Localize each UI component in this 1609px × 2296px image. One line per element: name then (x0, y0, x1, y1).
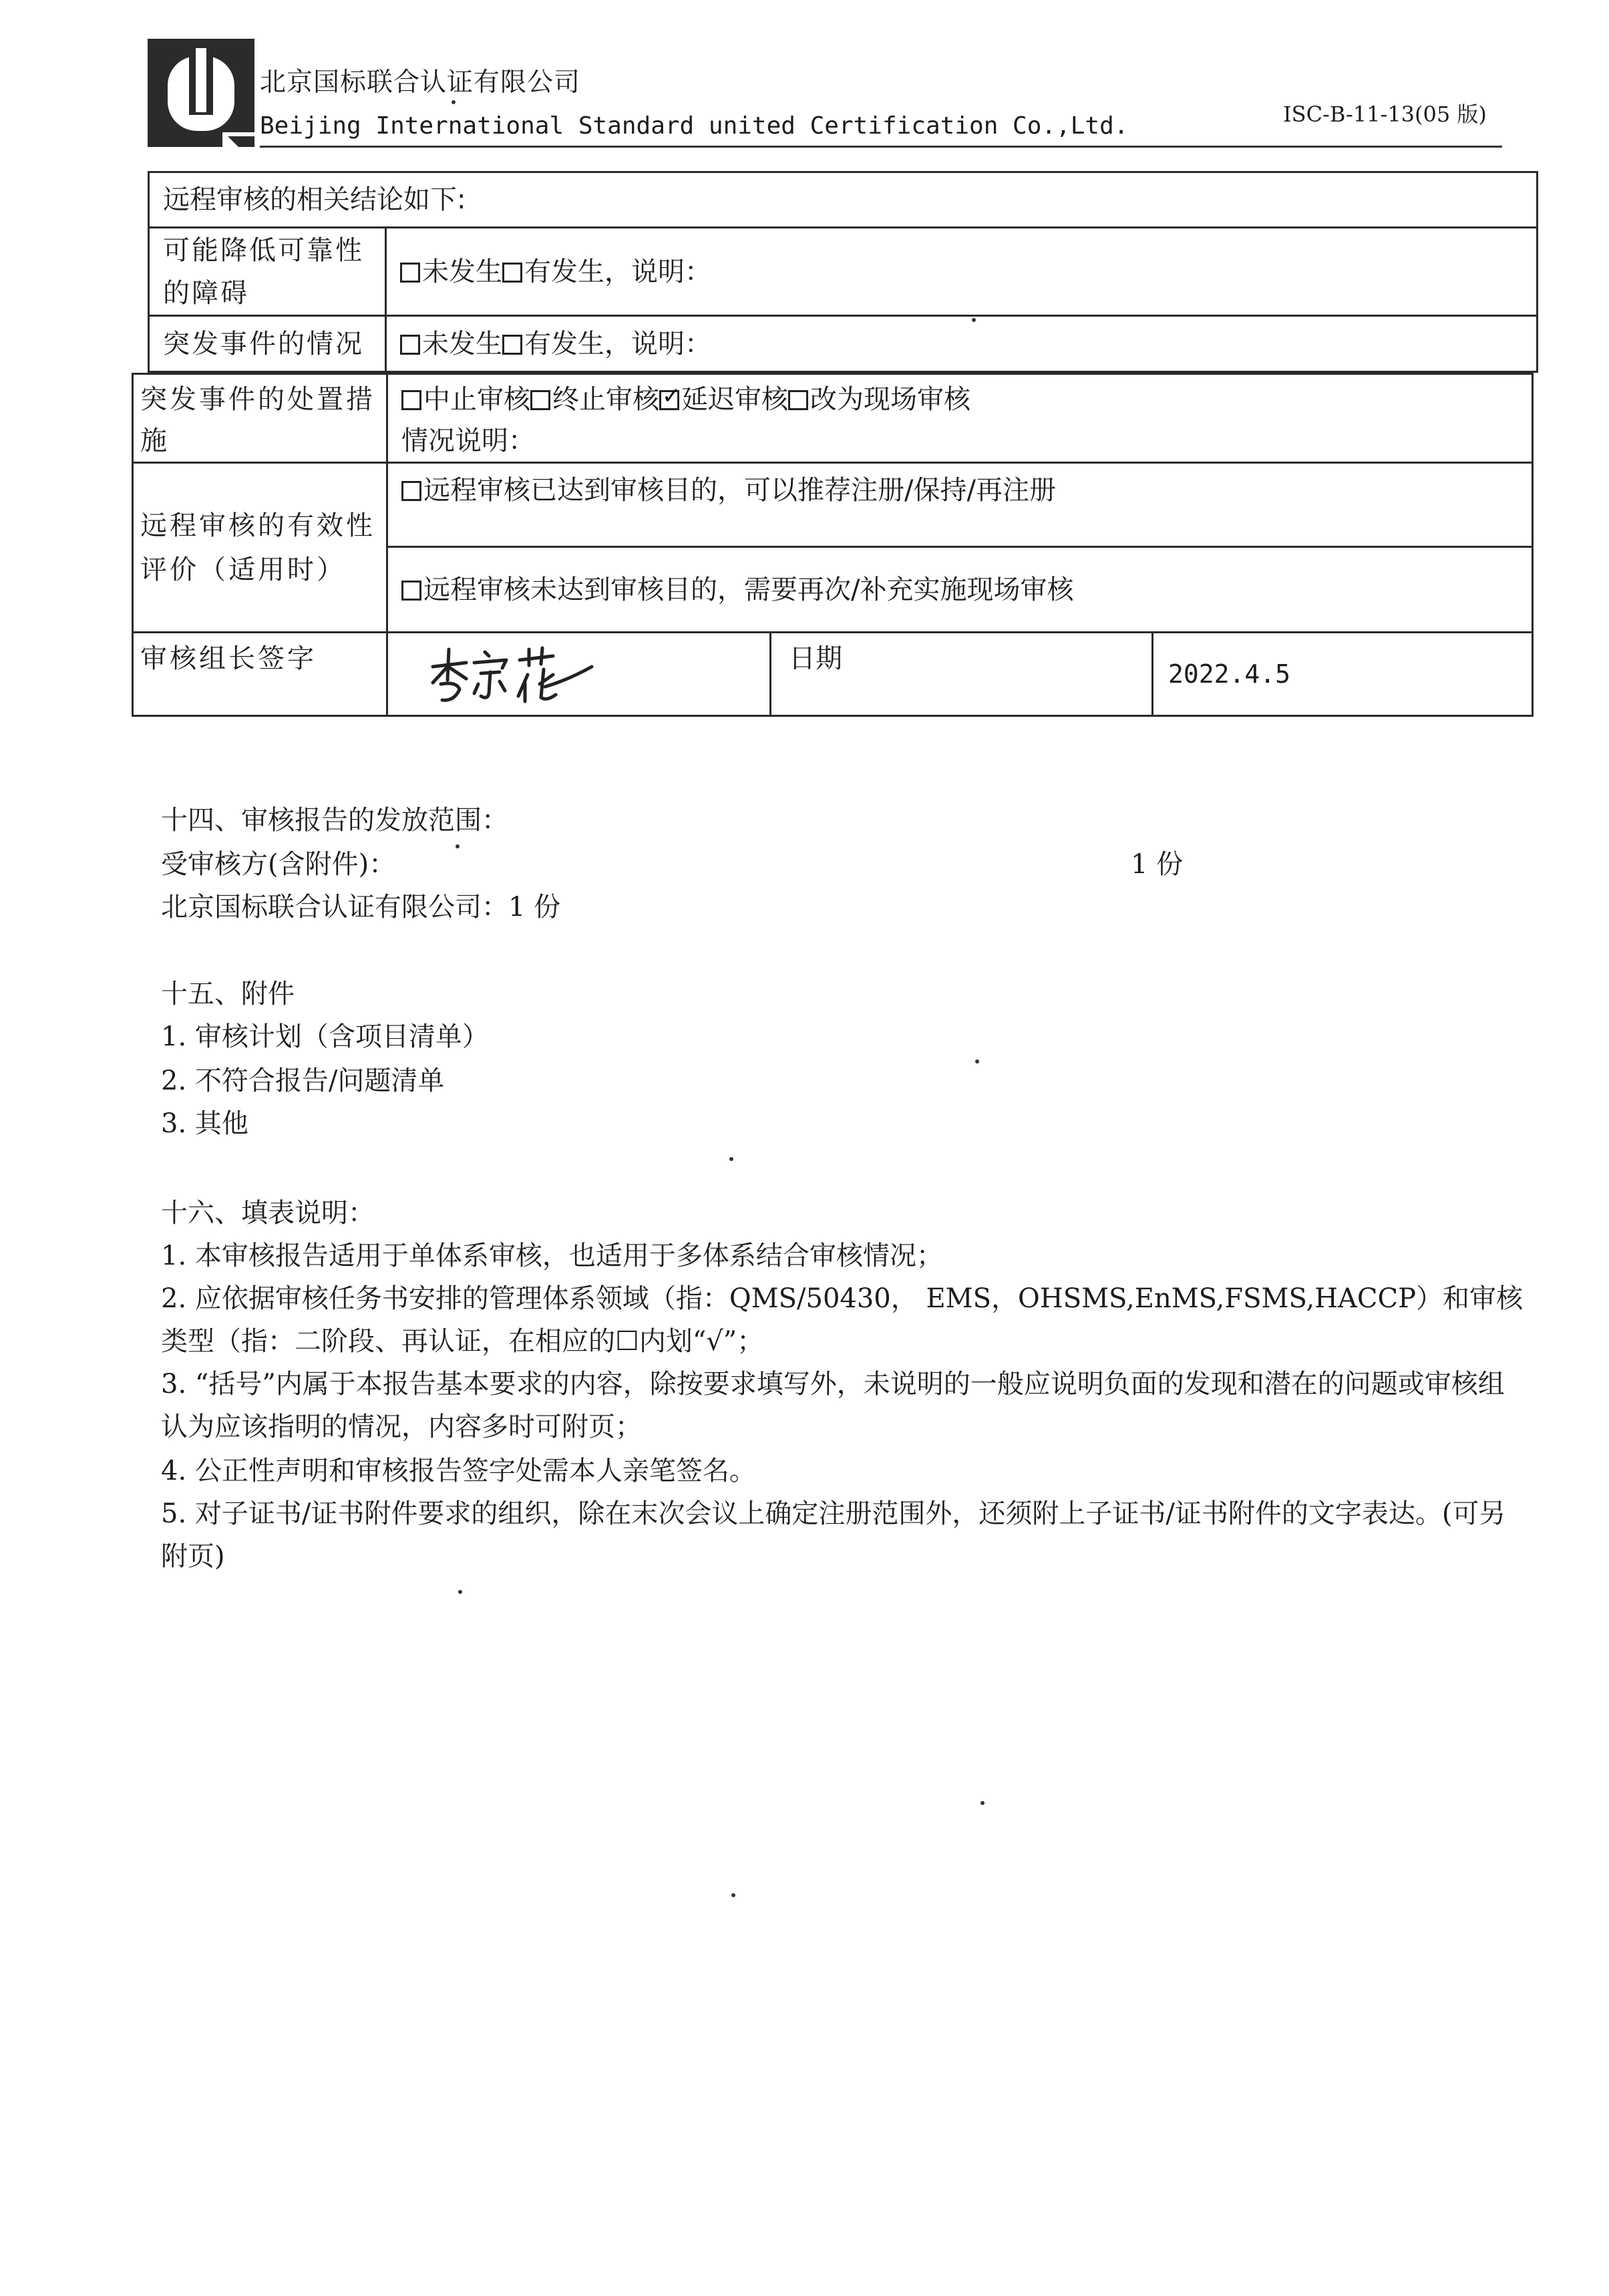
leader-signature-label: 审核组长签字 (133, 633, 387, 716)
scan-speck (456, 844, 460, 848)
section14-heading: 十四、审核报告的发放范围： (161, 805, 508, 836)
section14-line2: 北京国标联合认证有限公司：1 份 (161, 892, 561, 923)
emergency-label: 突发事件的情况 (149, 316, 386, 372)
section14-line1-count: 1 份 (1131, 849, 1184, 880)
emergency-not-occurred-checkbox[interactable] (400, 335, 420, 355)
obstacle-occurred-checkbox[interactable] (502, 263, 522, 283)
document-code: ISC-B-11-13(05 版) (1283, 102, 1487, 127)
section15-heading: 十五、附件 (161, 979, 295, 1009)
remote-conclusion-table (148, 171, 1538, 373)
terminate-audit-checkbox[interactable] (530, 390, 550, 410)
onsite-audit-checkbox[interactable] (788, 390, 808, 410)
date-value: 2022.4.5 (1153, 633, 1533, 716)
obstacle-not-occurred-label: 未发生 (422, 256, 502, 287)
scan-speck (731, 1893, 735, 1897)
emergency-occurred-label: 有发生，说明： (524, 328, 711, 359)
attachment-item: 2. 不符合报告/问题清单 (161, 1065, 445, 1096)
postpone-audit-label: 延迟审核 (681, 384, 788, 415)
measures-options (387, 374, 1533, 463)
terminate-audit-label: 终止审核 (552, 384, 659, 415)
validity-achieved-checkbox[interactable] (401, 481, 421, 501)
attachment-item: 1. 审核计划（含项目清单） (161, 1021, 489, 1052)
emergency-not-occurred-label: 未发生 (422, 328, 502, 359)
instruction-item: 4. 公正性声明和审核报告签字处需本人亲笔签名。 (161, 1456, 756, 1486)
postpone-audit-checkbox[interactable] (659, 390, 679, 410)
measures-table (132, 373, 1534, 717)
validity-not-achieved (387, 547, 1533, 633)
company-name-en: Beijing International Standard united Certification Co.,Ltd. (260, 112, 1129, 140)
validity-not-achieved-checkbox[interactable] (401, 581, 421, 601)
scan-speck (980, 1801, 985, 1805)
emergency-occurred-checkbox[interactable] (502, 335, 522, 355)
suspend-audit-label: 中止审核 (423, 384, 530, 415)
scan-speck (458, 1590, 462, 1594)
scan-speck (975, 1059, 979, 1063)
instruction-item: 5. 对子证书/证书附件要求的组织，除在末次会议上确定注册范围外，还须附上子证书/证书附件的文字表达。(可另附页) (161, 1498, 1506, 1572)
situation-note-label: 情况说明： (401, 426, 535, 456)
date-label: 日期 (771, 633, 1153, 716)
scan-speck (452, 100, 456, 104)
onsite-audit-label: 改为现场审核 (810, 384, 970, 415)
validity-label: 远程审核的有效性评价（适用时） (133, 463, 387, 633)
instruction-item: 3. “括号”内属于本报告基本要求的内容，除按要求填写外，未说明的一般应说明负面的发现和潜在的问题或审核组认为应该指明的情况，内容多时可附页； (161, 1369, 1505, 1442)
handwritten-signature (427, 640, 594, 707)
header-rule (260, 146, 1502, 148)
obstacle-options (386, 228, 1538, 316)
validity-not-achieved-label: 远程审核未达到审核目的，需要再次/补充实施现场审核 (423, 574, 1074, 605)
validity-achieved-label: 远程审核已达到审核目的，可以推荐注册/保持/再注册 (423, 475, 1056, 506)
scan-speck (972, 318, 976, 322)
suspend-audit-checkbox[interactable] (401, 390, 421, 410)
obstacle-not-occurred-checkbox[interactable] (400, 263, 420, 283)
remote-conclusion-title: 远程审核的相关结论如下: (149, 172, 1538, 228)
emergency-options (386, 316, 1538, 372)
company-logo (148, 39, 254, 147)
scan-speck (729, 1157, 733, 1161)
obstacle-label: 可能降低可靠性的障碍 (149, 228, 386, 316)
section16-heading: 十六、填表说明： (161, 1198, 375, 1228)
validity-achieved (387, 463, 1533, 547)
company-name-cn: 北京国标联合认证有限公司 (260, 67, 581, 98)
measures-label: 突发事件的处置措施 (133, 374, 387, 463)
section14-line1-label: 受审核方(含附件)： (161, 849, 396, 880)
obstacle-occurred-label: 有发生，说明： (524, 256, 711, 287)
attachment-item: 3. 其他 (161, 1108, 248, 1139)
instruction-item: 1. 本审核报告适用于单体系审核，也适用于多体系结合审核情况； (161, 1241, 943, 1271)
instruction-item: 2. 应依据审核任务书安排的管理体系领域（指：QMS/50430， EMS，OHSMS,EnMS,FSMS,HACCP）和审核类型（指：二阶段、再认证，在相应的☐内划“√”； (161, 1283, 1524, 1357)
